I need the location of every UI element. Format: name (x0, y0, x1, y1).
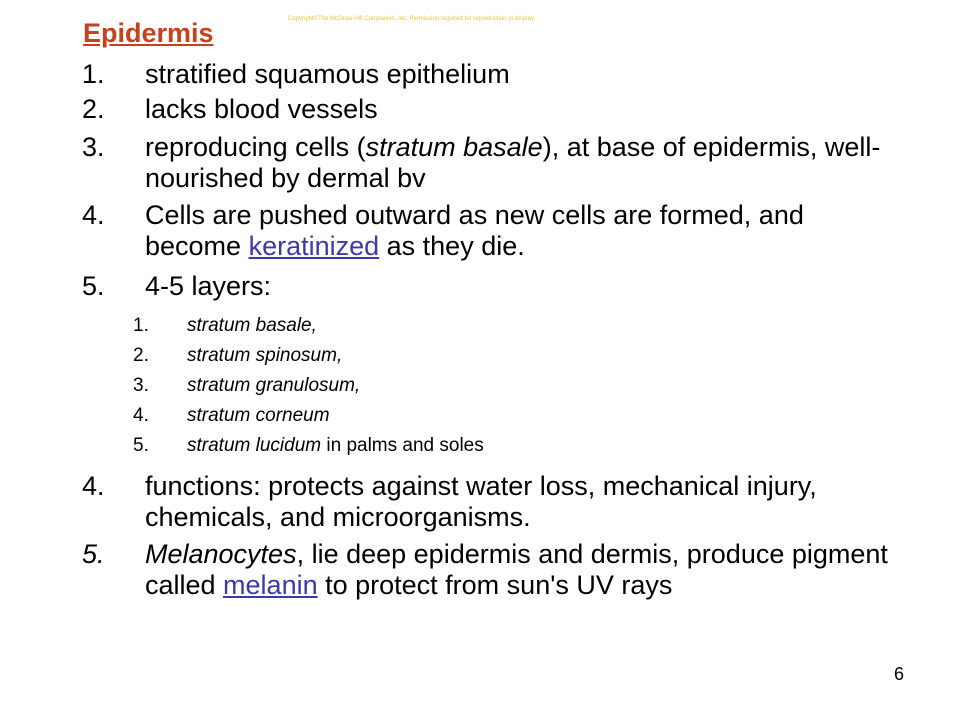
list-item-emphasis: stratum basale (365, 132, 543, 162)
page-number: 6 (893, 664, 904, 684)
list-item-text-end: as they die. (379, 231, 525, 261)
list-item-text (145, 200, 902, 262)
list-item-number: 5. (82, 539, 105, 569)
layer-item-text (187, 344, 833, 368)
list-item-text: 4-5 layers: (145, 271, 272, 301)
list-item (82, 271, 902, 302)
list-item-text-end: ), at base of epidermis, well-nourished by dermal bv (145, 132, 881, 193)
list-item-number: 1. (82, 59, 105, 89)
layer-item (133, 374, 833, 398)
layer-item (133, 314, 833, 338)
layer-item-text (187, 374, 833, 398)
list-item-emphasis: Melanocytes (145, 539, 297, 569)
list-item-number: 2. (82, 94, 105, 124)
layer-item (133, 344, 833, 368)
layer-item-number: 2. (133, 345, 149, 366)
layer-name: stratum granulosum, (187, 375, 361, 396)
list-item-number: 3. (82, 132, 105, 162)
list-item (82, 200, 902, 262)
layer-name: stratum lucidum (187, 435, 322, 456)
layer-item-number: 1. (133, 315, 149, 336)
list-item (82, 539, 902, 601)
list-item-text: functions: protects against water loss, mechanical injury, chemicals, and microorganisms. (145, 471, 817, 532)
slide-title: Epidermis (83, 18, 214, 48)
list-item-text-start: , lie deep epidermis and dermis, produce pigment called (145, 539, 888, 600)
list-item-number: 5. (82, 271, 105, 301)
list-item-number: 4. (82, 200, 105, 230)
layer-name: stratum spinosum, (187, 345, 343, 366)
layer-item (133, 434, 833, 458)
list-item-text (145, 539, 902, 601)
layer-item (133, 404, 833, 428)
layer-note: in palms and soles (321, 435, 484, 456)
list-item-text: stratified squamous epithelium (145, 59, 510, 89)
layer-item-text (187, 434, 833, 458)
layer-item-text (187, 314, 833, 338)
layer-name: stratum basale, (187, 315, 317, 336)
layer-item-text (187, 404, 833, 428)
layer-item-number: 5. (133, 435, 149, 456)
list-item-text: lacks blood vessels (145, 94, 378, 124)
list-item-number: 4. (82, 471, 105, 501)
keratinized-link[interactable]: keratinized (248, 231, 380, 261)
list-item (82, 132, 902, 194)
layer-item-number: 4. (133, 405, 149, 426)
list-item (82, 471, 902, 533)
list-item-text-start: reproducing cells ( (145, 132, 366, 162)
list-item-text-start: Cells are pushed outward as new cells are formed, and become (145, 200, 804, 261)
list-item-text-end: to protect from sun's UV rays (317, 570, 673, 600)
copyright-notice: Copyright©The McGraw-Hill Companies, Inc. Permission required for reproduction or display. (288, 16, 536, 22)
list-item (82, 94, 902, 125)
layer-item-number: 3. (133, 375, 149, 396)
list-item-text (145, 132, 902, 194)
list-item (82, 59, 902, 90)
layer-name: stratum corneum (187, 405, 330, 426)
melanin-link[interactable]: melanin (223, 570, 318, 600)
